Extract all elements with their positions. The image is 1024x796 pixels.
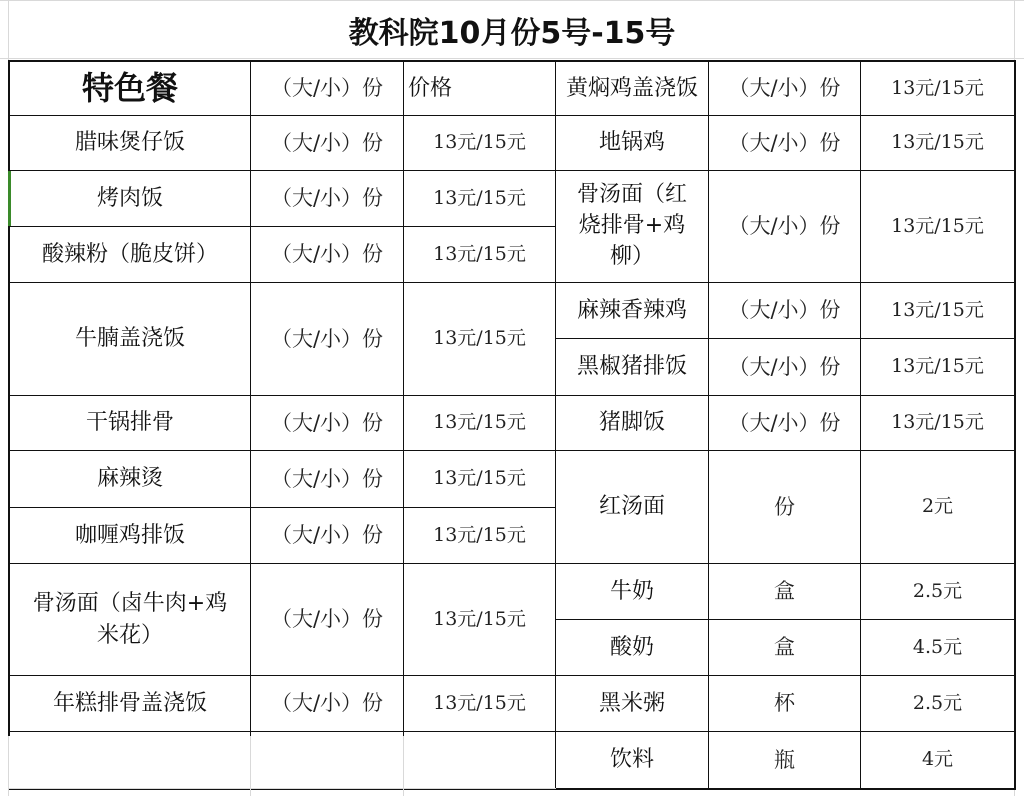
right-row-name: 黑椒猪排饭 [576, 354, 687, 380]
right-row-unit: （大/小）份 [728, 354, 841, 379]
left-row-unit: （大/小）份 [270, 523, 384, 548]
name-line: 骨汤面（红 [576, 182, 687, 208]
left-row-name: 牛腩盖浇饭 [74, 326, 185, 352]
left-row-price: 13元/15元 [433, 242, 526, 265]
left-row-price: 13元/15元 [433, 131, 526, 154]
left-row-unit: （大/小）份 [270, 186, 384, 211]
right-row-unit: （大/小）份 [728, 76, 841, 101]
name-line: 骨汤面（卤牛肉+鸡 [32, 590, 228, 616]
left-row-unit: （大/小）份 [270, 691, 384, 716]
right-row-price: 13元/15元 [891, 411, 984, 434]
right-row-price: 13元/15元 [891, 355, 984, 378]
right-row-unit: （大/小）份 [728, 410, 841, 435]
right-row-unit: 盒 [774, 635, 795, 660]
left-row-name: 干锅排骨 [85, 410, 174, 436]
left-row-price: 13元/15元 [433, 411, 526, 434]
left-row-name: 烤肉饭 [96, 185, 163, 211]
left-row-name: 麻辣烫 [96, 466, 163, 492]
left-header-unit: （大/小）份 [270, 76, 384, 101]
right-row-name-multiline [556, 171, 708, 282]
left-row-unit: （大/小）份 [270, 410, 384, 435]
left-row-price: 13元/15元 [433, 467, 526, 490]
right-row-unit: （大/小）份 [728, 298, 841, 323]
right-row-price: 2.5元 [912, 691, 963, 714]
right-row-unit: （大/小）份 [728, 130, 841, 155]
right-row-unit: 杯 [774, 691, 795, 716]
name-line: 烧排骨+鸡 [578, 213, 686, 239]
left-row-unit: （大/小）份 [270, 130, 384, 155]
right-row-name: 黑米粥 [598, 690, 665, 716]
right-row-name: 麻辣香辣鸡 [576, 297, 687, 323]
left-row-name: 年糕排骨盖浇饭 [52, 690, 207, 716]
right-row-name: 红汤面 [598, 494, 665, 520]
right-row-name: 黄焖鸡盖浇饭 [565, 75, 698, 101]
right-row-name: 酸奶 [609, 634, 654, 660]
left-row-price: 13元/15元 [433, 523, 526, 546]
left-row-unit: （大/小）份 [270, 242, 384, 267]
left-row-name: 腊味煲仔饭 [74, 130, 185, 156]
left-row-price: 13元/15元 [433, 186, 526, 209]
left-header-name: 特色餐 [81, 69, 178, 108]
left-row-unit: （大/小）份 [270, 607, 384, 632]
right-row-unit: 盒 [774, 579, 795, 604]
name-line: 米花） [96, 622, 163, 648]
name-line: 柳） [609, 243, 654, 269]
right-row-price: 4.5元 [912, 635, 963, 658]
left-header-price: 价格 [408, 75, 453, 101]
right-row-price: 2元 [921, 495, 954, 518]
menu-title: 教科院10月份5号-15号 [348, 16, 676, 51]
right-row-price: 13元/15元 [891, 298, 984, 321]
left-row-name: 咖喱鸡排饭 [74, 522, 185, 548]
right-row-name: 地锅鸡 [598, 130, 665, 156]
right-row-name: 猪脚饭 [598, 410, 665, 436]
right-row-unit: 瓶 [774, 747, 795, 772]
right-row-name: 饮料 [609, 747, 654, 773]
right-row-name: 牛奶 [609, 578, 654, 604]
right-row-price: 13元/15元 [891, 76, 984, 99]
left-row-price: 13元/15元 [433, 691, 526, 714]
left-row-price: 13元/15元 [433, 607, 526, 630]
left-row-name-multiline [10, 564, 250, 675]
right-row-unit: 份 [774, 494, 795, 519]
right-row-price: 13元/15元 [891, 214, 984, 237]
left-row-unit: （大/小）份 [270, 326, 384, 351]
left-row-name: 酸辣粉（脆皮饼） [41, 241, 218, 267]
right-row-price: 2.5元 [912, 579, 963, 602]
left-row-price: 13元/15元 [433, 327, 526, 350]
left-row-unit: （大/小）份 [270, 466, 384, 491]
right-row-unit: （大/小）份 [728, 214, 841, 239]
right-row-price: 13元/15元 [891, 131, 984, 154]
right-row-price: 4元 [921, 748, 954, 771]
